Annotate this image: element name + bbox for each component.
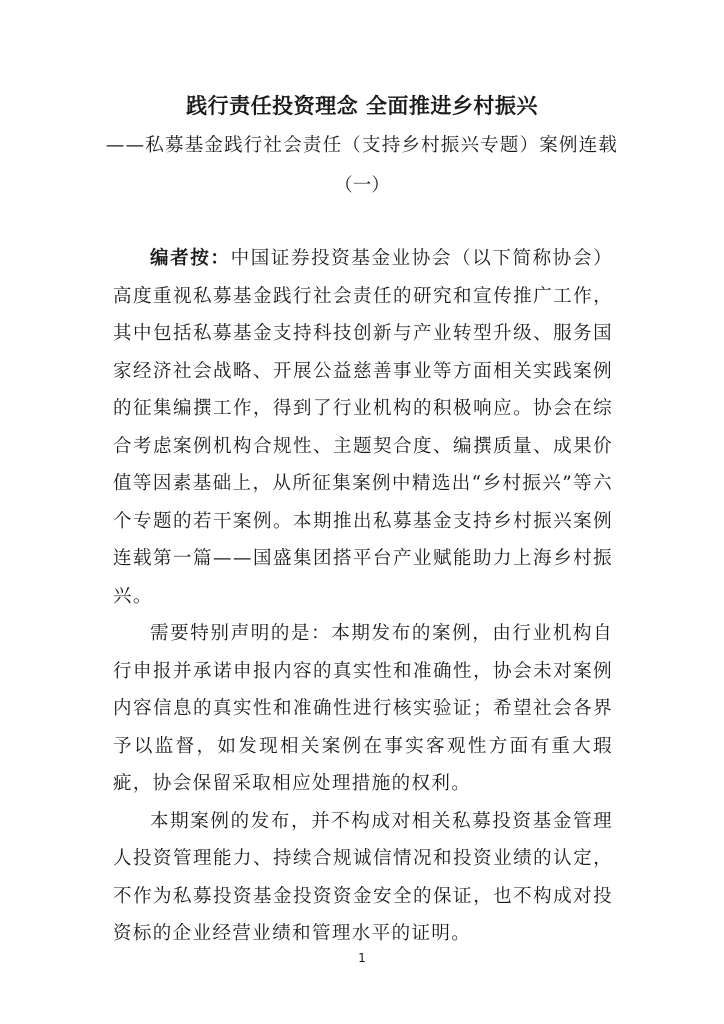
- page-number: 1: [358, 951, 366, 965]
- editor-note-text: 中国证券投资基金业协会（以下简称协会）高度重视私募基金践行社会责任的研究和宣传推广工作，其中包括私募基金支持科技创新与产业转型升级、服务国家经济社会战略、开展公益慈善事业等方面相关实践案例的征集编撰工作，得到了行业机构的积极响应。协会在综合考虑案例机构合规性、主题契合度、编撰质量、成果价值等因素基础上，从所征集案例中精选出“乡村振兴”等六个专题的若干案例。本期推出私募基金支持乡村振兴案例连载第一篇——国盛集团搭平台产业赋能助力上海乡村振兴。: [113, 248, 613, 607]
- non-endorsement-paragraph: 本期案例的发布，并不构成对相关私募投资基金管理人投资管理能力、持续合规诚信情况和投资业绩的认定，不作为私募投资基金投资资金安全的保证，也不构成对投资标的企业经营业绩和管理水平的证明。: [113, 810, 613, 944]
- document-title: 践行责任投资理念 全面推进乡村振兴: [186, 94, 538, 118]
- editor-note-paragraph: [113, 240, 613, 615]
- issue-number: （一）: [334, 175, 390, 196]
- disclaimer-paragraph: 需要特别声明的是：本期发布的案例，由行业机构自行申报并承诺申报内容的真实性和准确性，协会未对案例内容信息的真实性和准确性进行核实验证；希望社会各界予以监督，如发现相关案例在事实客观性方面有重大瑕疵，协会保留采取相应处理措施的权利。: [113, 623, 613, 794]
- document-subtitle: ——私募基金践行社会责任（支持乡村振兴专题）案例连载: [105, 135, 619, 156]
- document-body: [113, 240, 613, 953]
- editor-note-label: 编者按：: [150, 248, 231, 269]
